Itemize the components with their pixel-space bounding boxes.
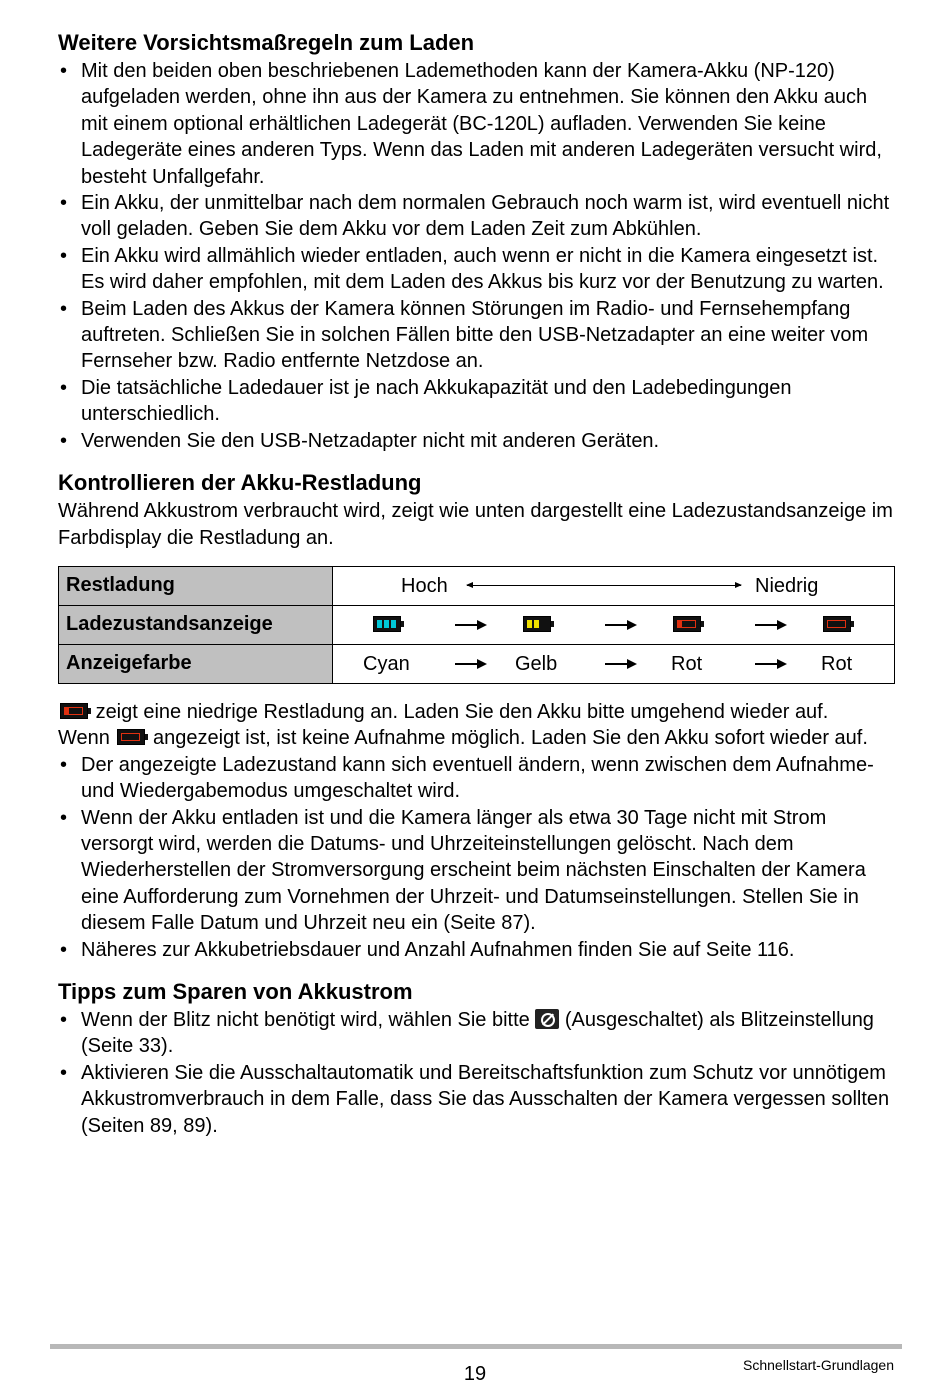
battery-medium-icon: [523, 616, 551, 632]
battery-check-intro: Während Akkustrom verbraucht wird, zeigt wie unten dargestellt eine Ladezustandsanzeige im Farbdisplay die Restladung an.: [58, 500, 893, 549]
battery-level-table: [58, 566, 895, 684]
battery-full-icon: [373, 616, 401, 632]
battery-empty-icon: [115, 728, 147, 746]
heading-charging-precautions: Weitere Vorsichtsmaßregeln zum Laden: [58, 30, 475, 55]
battery-low-icon: [673, 616, 701, 632]
arrow-right-icon: [605, 663, 635, 665]
list-item: • Der angezeigte Ladezustand kann sich eventuell ändern, wenn zwischen dem Aufnahme- und Wiedergabemodus umgeschaltet wird.: [58, 752, 898, 805]
list-item: • Die tatsächliche Ladedauer ist je nach Akkukapazität und den Ladebedingungen unterschiedlich.: [58, 375, 898, 428]
heading-power-saving: Tipps zum Sparen von Akkustrom: [58, 978, 413, 1004]
color-yellow: Gelb: [515, 652, 558, 675]
list-item: • Ein Akku wird allmählich wieder entladen, auch wenn er nicht in die Kamera eingesetzt ist. Es wird daher empfohlen, mit dem Laden des Akkus bis kurz vor der Benutzung zu warten.: [58, 243, 898, 296]
charging-precautions-list: [58, 58, 898, 454]
range-arrow-icon: [467, 585, 741, 586]
row-label-color: Anzeigefarbe: [59, 644, 333, 683]
list-item: • Ein Akku, der unmittelbar nach dem normalen Gebrauch noch warm ist, wird eventuell nicht voll geladen. Geben Sie dem Akku vor dem Laden Zeit zum Abkühlen.: [58, 190, 898, 243]
heading-battery-check: Kontrollieren der Akku-Restladung: [58, 470, 422, 496]
row-label-remaining: Restladung: [59, 566, 333, 605]
arrow-right-icon: [455, 663, 485, 665]
page-number: 19: [463, 1363, 487, 1385]
arrow-right-icon: [605, 624, 635, 626]
battery-low-icon: [58, 702, 90, 720]
color-red: Rot: [671, 652, 703, 675]
list-item: • Wenn der Akku entladen ist und die Kamera länger als etwa 30 Tage nicht mit Strom versorgt wird, werden die Datums- und Uhrzeiteinstellungen gelöscht. Nach dem Wiederherstellen der Stromversorgung erscheint beim nächsten Einschalten der Kamera eine Aufforderung zum Vornehmen der Uhrzeit- und Datumseinstellungen. Stellen Sie in diesem Falle Datum und Uhrzeit neu ein (Seite 87).: [58, 805, 898, 937]
battery-empty-icon: [823, 616, 851, 632]
table-row: [59, 566, 895, 605]
empty-battery-note: Wenn angezeigt ist, ist keine Aufnahme möglich. Laden Sie den Akku sofort wieder auf.: [58, 727, 868, 750]
table-row: [59, 644, 895, 683]
page-content: [58, 28, 898, 1139]
color-cyan: Cyan: [363, 652, 410, 675]
arrow-right-icon: [755, 663, 785, 665]
label-low: Niedrig: [755, 574, 819, 597]
arrow-right-icon: [455, 624, 485, 626]
power-saving-list: [58, 1007, 898, 1139]
color-red: Rot: [821, 652, 853, 675]
list-item: • Verwenden Sie den USB-Netzadapter nicht mit anderen Geräten.: [58, 428, 898, 454]
list-item: • Aktivieren Sie die Ausschaltautomatik und Bereitschaftsfunktion zum Schutz vor unnötigem Akkustromverbrauch in dem Falle, dass Sie das Ausschalten der Kamera vergessen sollten (Seiten 89, 89).: [58, 1060, 898, 1139]
footer-divider: [50, 1344, 902, 1349]
list-item: • Wenn der Blitz nicht benötigt wird, wählen Sie bitte (Ausgeschaltet) als Blitzeinstellung (Seite 33).: [58, 1007, 898, 1060]
table-row: [59, 605, 895, 644]
list-item: • Beim Laden des Akkus der Kamera können Störungen im Radio- und Fernsehempfang auftreten. Schließen Sie in solchen Fällen bitte den USB-Netzadapter an eine weiter vom Fernseher bzw. Radio entfernte Netzdose an.: [58, 296, 898, 375]
arrow-right-icon: [755, 624, 785, 626]
row-label-indicator: Ladezustandsanzeige: [59, 605, 333, 644]
footer-section-name: Schnellstart-Grundlagen: [743, 1357, 894, 1373]
label-high: Hoch: [401, 574, 448, 597]
list-item: • Näheres zur Akkubetriebsdauer und Anzahl Aufnahmen finden Sie auf Seite 116.: [58, 937, 898, 963]
battery-notes-list: [58, 752, 898, 963]
flash-off-icon: [535, 1009, 559, 1029]
low-battery-note: zeigt eine niedrige Restladung an. Laden Sie den Akku bitte umgehend wieder auf.: [58, 699, 898, 725]
list-item: • Mit den beiden oben beschriebenen Lademethoden kann der Kamera-Akku (NP-120) aufgeladen werden, ohne ihn aus der Kamera zu entnehmen. Sie können den Akku auch mit einem optional erhältlichen Ladegerät (BC-120L) aufladen. Verwenden Sie keine Ladegeräte eines anderen Typs. Wenn das Laden mit anderen Ladegeräten versucht wird, besteht Unfallgefahr.: [58, 58, 898, 190]
